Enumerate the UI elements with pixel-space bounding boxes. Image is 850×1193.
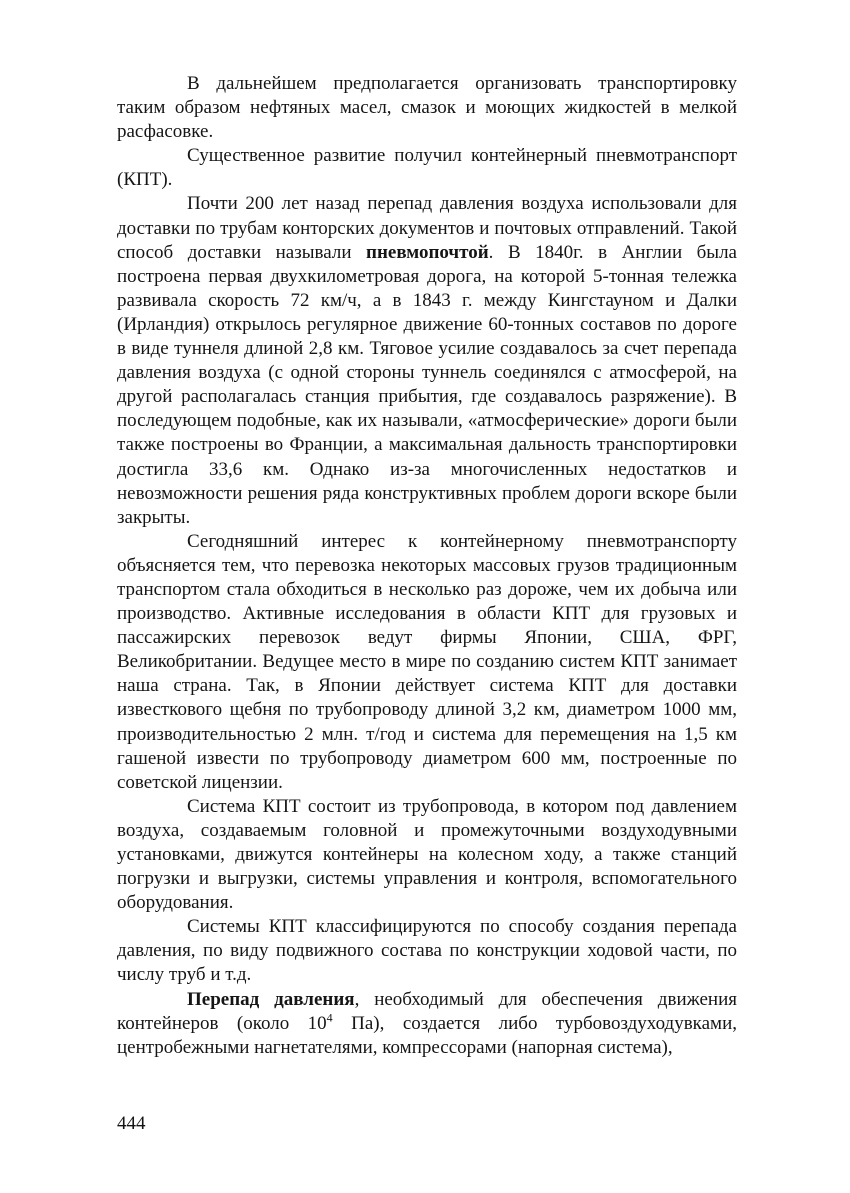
text-run: Сегодняшний интерес к контейнерному пневмотранспорту объясняется тем, что перевозка некоторых массовых грузов традиционным транспортом стала обходиться в несколько раз дороже, чем их добыча или производство. Активные исследования в области КПТ для грузовых и пассажирских перевозок ведут фирмы Японии, США, ФРГ, Великобритании. Ведущее место в мире по созданию систем КПТ занимает наша страна. Так, в Японии действует система КПТ для доставки известкового щебня по трубопроводу длиной 3,2 км, диаметром 1000 мм, производительностью 2 млн. т/год и система для перемещения на 1,5 км гашеной извести по трубопроводу диаметром 600 мм, построенные по советской лицензии. — [117, 530, 737, 793]
paragraph — [117, 192, 737, 529]
text-run: Существенное развитие получил контейнерный пневмотранспорт (КПТ). — [117, 145, 737, 191]
bold-term: пневмопочтой — [366, 241, 489, 263]
text-run: . В 1840г. в Англии была построена первая двухкилометровая дорога, на которой 5-тонная тележка развивала скорость 72 км/ч, а в 1843 г. между Кингстауном и Далки (Ирландия) открылось регулярное движение 60-тонных составов по дороге в виде туннеля длиной 2,8 км. Тяговое усилие создавалось за счет перепада давления воздуха (с одной стороны туннель соединялся с атмосферой, на другой располагалась станция прибытия, где создавалось разряжение). В последующем подобные, как их называли, «атмосферические» дороги были также построены во Франции, а максимальная дальность транспортировки достигла 33,6 км. Однако из-за многочисленных недостатков и невозможности решения ряда конструктивных проблем дороги вскоре были закрыты. — [117, 241, 737, 528]
paragraph — [117, 795, 737, 915]
text-run: Почти 200 лет назад перепад давления воздуха использовали для доставки по трубам конторских документов и почтовых отправлений. Такой способ доставки называли — [117, 193, 737, 263]
paragraph — [117, 915, 737, 987]
text-run: , необходимый для обеспечения движения контейнеров (около 10 — [117, 988, 737, 1034]
superscript: 4 — [326, 1010, 333, 1025]
paragraph — [117, 988, 737, 1060]
text-run: Система КПТ состоит из трубопровода, в котором под давлением воздуха, создаваемым головной и промежуточными воздуходувными установками, движутся контейнеры на колесном ходу, а также станций погрузки и выгрузки, системы управления и контроля, вспомогательного оборудования. — [117, 795, 737, 914]
text-run: Па), создается либо турбовоздуходувками, центробежными нагнетателями, компрессорами (напорная система), — [117, 1012, 737, 1058]
paragraph — [117, 72, 737, 144]
bold-term: Перепад давления — [187, 988, 355, 1010]
paragraph — [117, 530, 737, 795]
body-text — [117, 72, 737, 1060]
text-run: Системы КПТ классифицируются по способу создания перепада давления, по виду подвижного состава по конструкции ходовой части, по числу труб и т.д. — [117, 916, 737, 986]
paragraph — [117, 144, 737, 192]
page-number: 444 — [117, 1113, 146, 1134]
text-run: В дальнейшем предполагается организовать транспортировку таким образом нефтяных масел, смазок и моющих жидкостей в мелкой расфасовке. — [117, 73, 737, 143]
